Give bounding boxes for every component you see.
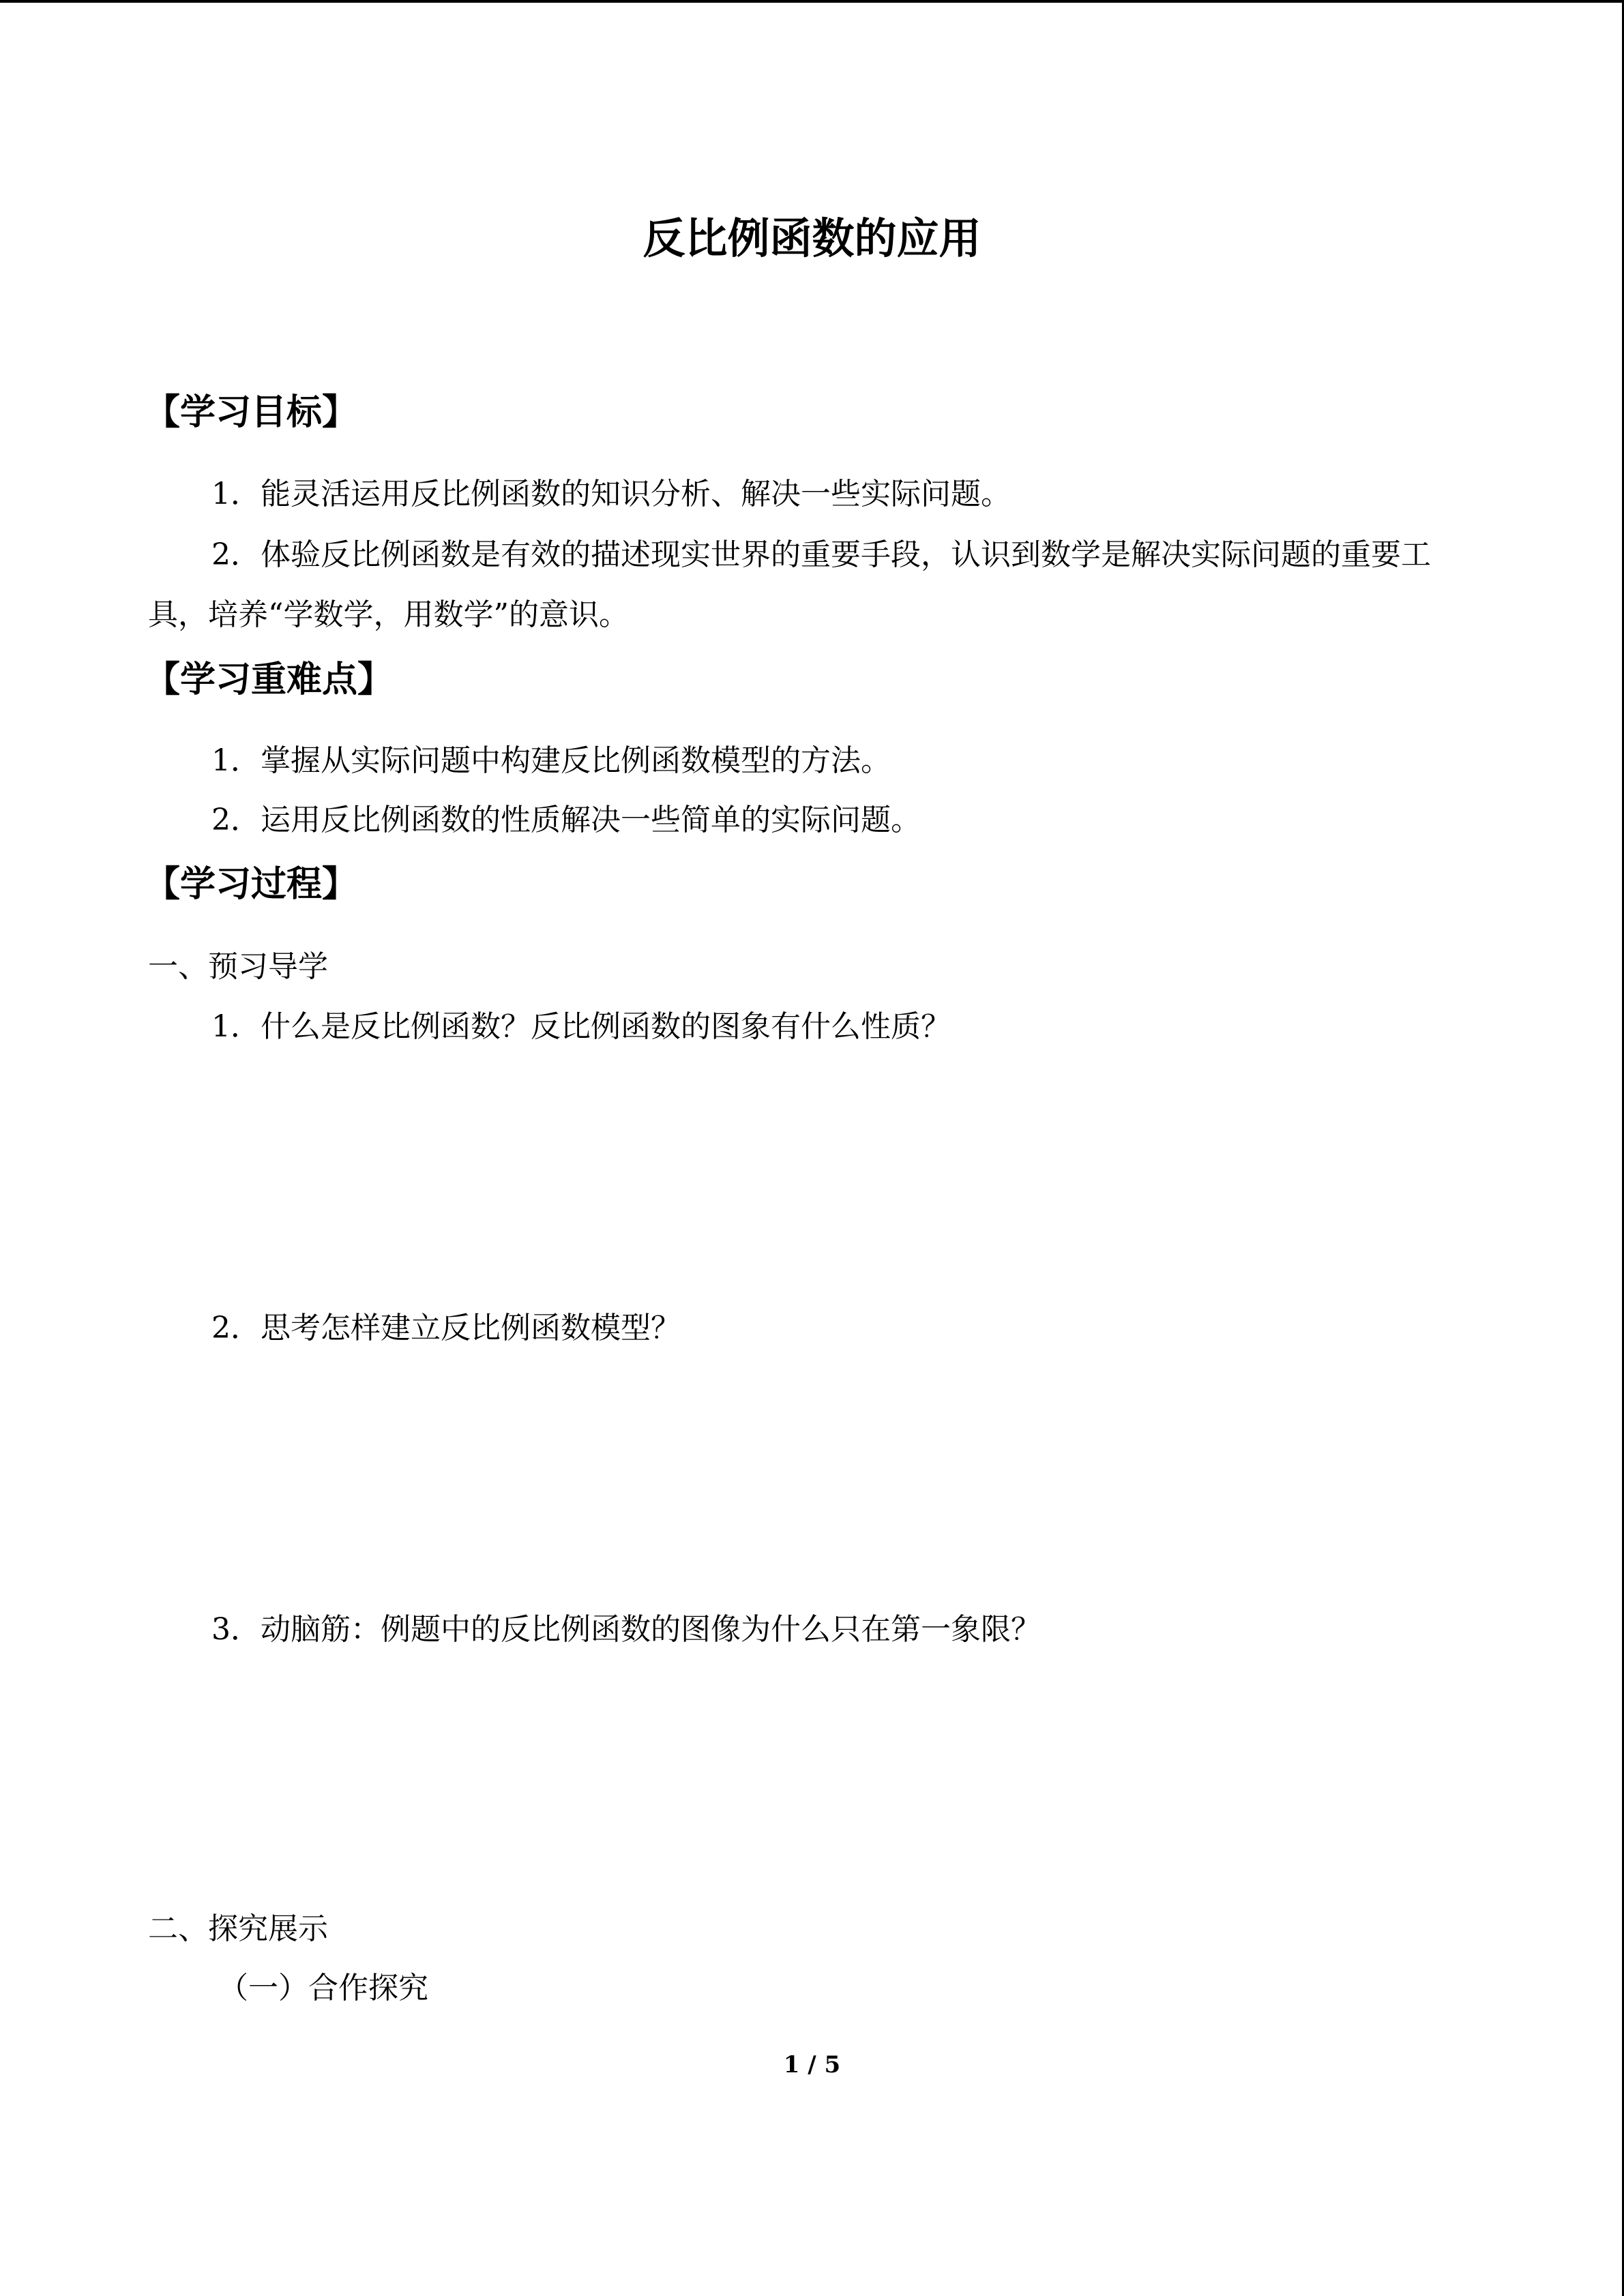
process-heading: 【学习过程】	[145, 864, 358, 905]
explore-heading: 二、探究展示	[148, 1911, 328, 1946]
objective-item-2: 2．体验反比例函数是有效的描述现实世界的重要手段，认识到数学是解决实际问题的重要工具，培养“学数学，用数学”的意识。	[148, 537, 1431, 632]
preview-heading: 一、预习导学	[148, 949, 328, 984]
key-point-item-1: 1．掌握从实际问题中构建反比例函数模型的方法。	[211, 743, 891, 778]
document-title: 反比例函数的应用	[643, 213, 981, 263]
page-number: 1 / 5	[783, 2051, 841, 2078]
page-border-top	[0, 0, 1624, 3]
cooperative-explore-heading: （一）合作探究	[218, 1971, 428, 2006]
preview-question-2: 2．思考怎样建立反比例函数模型？	[211, 1311, 681, 1345]
objective-item-1: 1．能灵活运用反比例函数的知识分析、解决一些实际问题。	[211, 477, 1011, 511]
key-points-heading: 【学习重难点】	[145, 659, 394, 700]
preview-question-1: 1．什么是反比例函数？反比例函数的图象有什么性质？	[211, 1009, 951, 1044]
preview-question-3: 3．动脑筋：例题中的反比例函数的图像为什么只在第一象限？	[211, 1612, 1041, 1647]
key-point-item-2: 2．运用反比例函数的性质解决一些简单的实际问题。	[211, 803, 921, 837]
objectives-heading: 【学习目标】	[145, 392, 358, 433]
